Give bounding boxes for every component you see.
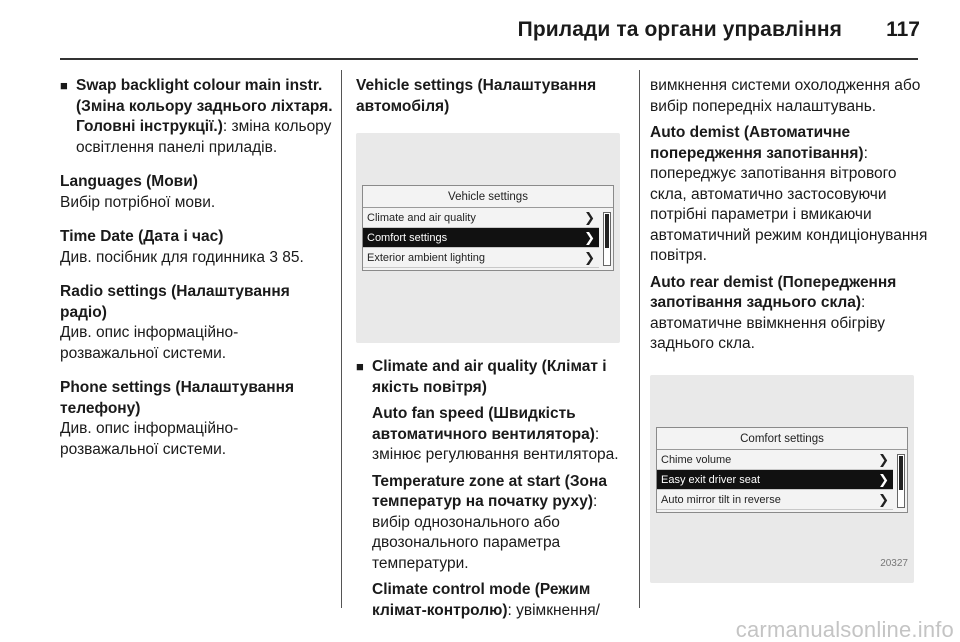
chevron-right-icon: ❯ (878, 451, 889, 467)
chevron-right-icon: ❯ (878, 471, 889, 487)
screen-title: Comfort settings (657, 428, 907, 450)
temperature-zone-title: Temperature zone at start (Зона температур на початку руху) (372, 472, 607, 510)
menu-item-label: Chime volume (661, 453, 732, 466)
swap-backlight-item (60, 76, 334, 158)
chevron-right-icon: ❯ (584, 230, 595, 245)
climate-control-mode-desc: : увімкнення/ (507, 601, 600, 619)
phone-settings-title: Phone settings (Налаштування телефону) (60, 379, 295, 417)
languages-item (60, 172, 334, 213)
menu-item-climate (363, 208, 599, 228)
climate-control-mode-item (356, 580, 630, 621)
menu-item-chime (657, 450, 893, 470)
column-1 (60, 76, 334, 474)
auto-demist-desc: : попереджує запотівання вітрового скла, автоматично застосовуючи потрібні параметри і вмикаючи автоматичний режим кондиціонування повітря. (650, 144, 928, 264)
chevron-right-icon: ❯ (584, 250, 595, 265)
languages-desc: Вибір потрібної мови. (60, 193, 216, 211)
swap-backlight-desc: : зміна кольору освітлення панелі приладів. (76, 118, 332, 156)
time-date-item (60, 227, 334, 268)
screen-scrollbar (603, 212, 611, 266)
time-date-desc-line (60, 248, 334, 269)
figure-number: 20327 (880, 558, 908, 569)
vehicle-settings-figure (356, 133, 620, 343)
chevron-right-icon: ❯ (878, 491, 889, 507)
time-date-title: Time Date (Дата і час) (60, 228, 224, 245)
bullet-icon: ■ (356, 359, 364, 374)
climate-control-mode-title: Climate control mode (Режим клімат-контролю) (372, 581, 591, 619)
menu-item-label: Climate and air quality (367, 212, 476, 224)
column-2 (356, 76, 630, 621)
header-divider (60, 58, 918, 60)
climate-air-quality-title: Climate and air quality (Клімат і якість повітря) (372, 358, 607, 396)
screen-scrollbar (897, 454, 905, 508)
watermark: carmanualsonline.info (735, 616, 954, 642)
page-reference-icon: 3 (269, 248, 278, 266)
menu-item-label: Easy exit driver seat (661, 473, 761, 486)
auto-fan-speed-title: Auto fan speed (Швидкість автоматичного вентилятора) (372, 405, 595, 443)
comfort-settings-screen (656, 427, 908, 513)
scrollbar-thumb (605, 214, 609, 248)
auto-demist-title: Auto demist (Автоматичне попередження запотівання) (650, 124, 864, 162)
bullet-icon: ■ (60, 78, 68, 93)
climate-air-quality-item (356, 357, 630, 398)
auto-fan-speed-desc: : змінює регулювання вентилятора. (372, 425, 619, 463)
column-3 (650, 76, 928, 583)
temperature-zone-desc: : вибір однозонального або двозонального параметра температури. (372, 493, 598, 572)
menu-item-easy-exit (657, 470, 893, 490)
column-divider (639, 70, 640, 608)
phone-settings-desc: Див. опис інформаційно-розважальної системи. (60, 420, 239, 458)
auto-fan-speed-item (356, 404, 630, 466)
auto-rear-demist-desc: : автоматичне ввімкнення обігріву заднього скла. (650, 294, 885, 352)
comfort-settings-figure (650, 375, 914, 583)
radio-settings-title: Radio settings (Налаштування радіо) (60, 283, 290, 321)
menu-item-label: Comfort settings (367, 232, 448, 244)
menu-item-label: Auto mirror tilt in reverse (661, 493, 781, 506)
auto-rear-demist-title: Auto rear demist (Попередження запотівання заднього скла) (650, 273, 897, 311)
time-date-ref-page: 85. (282, 248, 304, 266)
temperature-zone-item (356, 472, 630, 575)
page-header (0, 0, 960, 62)
menu-item-label: Exterior ambient lighting (367, 252, 486, 264)
auto-rear-demist-item (650, 273, 928, 355)
chevron-right-icon: ❯ (584, 210, 595, 225)
menu-item-comfort (363, 228, 599, 248)
swap-backlight-title: Swap backlight colour main instr. (Зміна кольору заднього ліхтаря. Головні інструкції.) (76, 77, 333, 135)
vehicle-settings-title: Vehicle settings (Налаштування автомобіля) (356, 77, 597, 115)
page-title: Прилади та органи управління (517, 18, 842, 41)
phone-settings-item (60, 378, 334, 460)
climate-control-continued: вимкнення системи охолодження або вибір попередніх налаштувань. (650, 77, 921, 115)
languages-title: Languages (Мови) (60, 173, 198, 190)
radio-settings-desc: Див. опис інформаційно-розважальної системи. (60, 324, 239, 362)
menu-item-exterior (363, 248, 599, 268)
scrollbar-thumb (899, 456, 903, 490)
page-number: 117 (886, 18, 920, 41)
screen-title: Vehicle settings (363, 186, 613, 208)
vehicle-settings-screen (362, 185, 614, 271)
time-date-desc: Див. посібник для годинника (60, 248, 265, 266)
radio-settings-item (60, 282, 334, 364)
menu-item-mirror-tilt (657, 490, 893, 510)
column-divider (341, 70, 342, 608)
auto-demist-item (650, 123, 928, 267)
